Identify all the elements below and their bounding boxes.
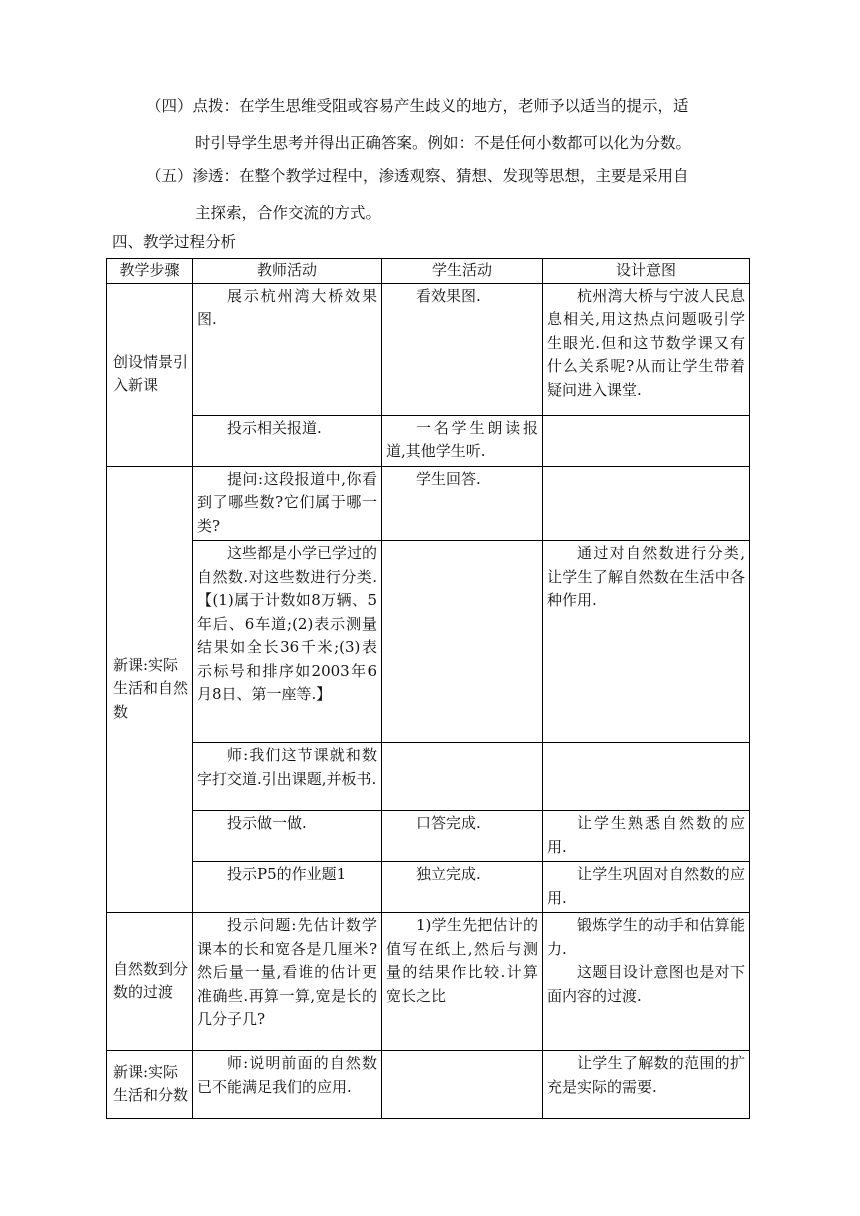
para-line: 点拨：在学生思维受阻或容易产生歧义的地方，老师予以适当的提示，适 [192, 97, 689, 115]
intent-cell [543, 466, 750, 541]
student-cell: 学生回答. [382, 466, 543, 541]
teacher-cell: 投示问题:先估计数学课本的长和宽各是几厘米?然后量一量,看谁的估计更准确些.再算一算,宽是长的几分子几? [193, 913, 382, 1051]
intent-cell: 让学生了解数的范围的扩充是实际的需要. [543, 1051, 750, 1119]
table-row [107, 541, 750, 743]
table-row [107, 862, 750, 913]
header-cell: 学生活动 [382, 259, 543, 284]
paragraph-dianbo [146, 88, 748, 162]
para-line: 主探索，合作交流的方式。 [195, 204, 382, 222]
teacher-cell: 提问:这段报道中,你看到了哪些数?它们属于哪一类? [193, 466, 382, 541]
table-row [107, 1051, 750, 1119]
paragraph-shentou [146, 158, 748, 232]
student-cell: 独立完成. [382, 862, 543, 913]
table-row [107, 811, 750, 862]
para-label: （五） [146, 167, 193, 185]
table-row [107, 415, 750, 466]
teacher-cell: 师:说明前面的自然数已不能满足我们的应用. [193, 1051, 382, 1119]
para-line: 渗透：在整个教学过程中，渗透观察、猜想、发现等思想，主要是采用自 [192, 167, 689, 185]
teacher-cell: 师:我们这节课就和数字打交道.引出课题,并板书. [193, 743, 382, 811]
header-cell: 教师活动 [193, 259, 382, 284]
teacher-cell: 投示相关报道. [193, 415, 382, 466]
student-cell [382, 743, 543, 811]
intent-cell: 杭州湾大桥与宁波人民息息相关,用这热点问题吸引学生眼光.但和这节数学课又有什么关系呢?从而让学生带着疑问进入课堂. [543, 283, 750, 415]
intent-cell: 让学生熟悉自然数的应用. [543, 811, 750, 862]
intent-cell: 通过对自然数进行分类,让学生了解自然数在生活中各种作用. [543, 541, 750, 743]
teaching-process-table [106, 258, 750, 1119]
intent-cell [543, 743, 750, 811]
student-cell: 一名学生朗读报道,其他学生听. [382, 415, 543, 466]
step-cell: 自然数到分数的过渡 [107, 913, 193, 1051]
teacher-cell: 展示杭州湾大桥效果图. [193, 283, 382, 415]
teacher-cell: 投示做一做. [193, 811, 382, 862]
step-cell: 新课:实际生活和自然数 [107, 466, 193, 913]
header-cell: 设计意图 [543, 259, 750, 284]
intent-line: 这题目设计意图也是对下面内容的过渡. [547, 963, 745, 1005]
student-cell: 看效果图. [382, 283, 543, 415]
header-cell: 教学步骤 [107, 259, 193, 284]
student-cell: 1)学生先把估计的值写在纸上,然后与测量的结果作比较.计算宽长之比 [382, 913, 543, 1051]
table-row [107, 283, 750, 415]
teacher-cell: 这些都是小学已学过的自然数.对这些数进行分类.【(1)属于计数如8万辆、5年后、6车道;(2)表示测量结果如全长36千米;(3)表示标号和排序如2003年6月8日、第一座等.】 [193, 541, 382, 743]
intent-cell [543, 913, 750, 1051]
intent-cell [543, 415, 750, 466]
intent-line: 锻炼学生的动手和估算能力. [547, 916, 745, 958]
intent-cell: 让学生巩固对自然数的应用. [543, 862, 750, 913]
para-line: 时引导学生思考并得出正确答案。例如：不是任何小数都可以化为分数。 [195, 134, 692, 152]
step-cell: 创设情景引入新课 [107, 283, 193, 466]
student-cell [382, 1051, 543, 1119]
section-heading: 四、教学过程分析 [112, 233, 237, 251]
teacher-cell: 投示P5的作业题1 [193, 862, 382, 913]
table-row [107, 913, 750, 1051]
table-header-row [107, 259, 750, 284]
para-label: （四） [146, 97, 193, 115]
student-cell [382, 541, 543, 743]
student-cell: 口答完成. [382, 811, 543, 862]
step-cell: 新课:实际生活和分数 [107, 1051, 193, 1119]
table-row [107, 466, 750, 541]
table-row [107, 743, 750, 811]
